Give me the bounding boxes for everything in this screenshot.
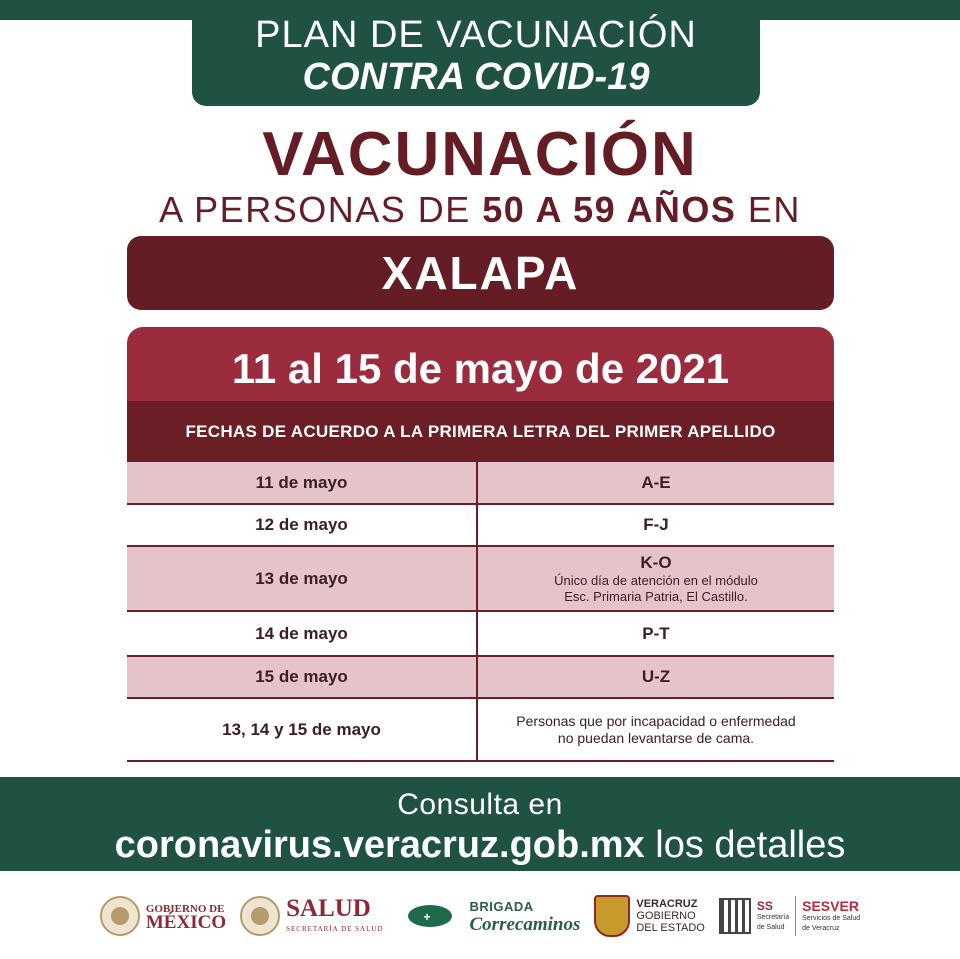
table-row (127, 657, 834, 699)
sesver-label: SESVER (802, 897, 859, 914)
logo-divider (795, 896, 796, 936)
row-letters: U-Z (641, 667, 671, 686)
row-date: 12 de mayo (127, 505, 478, 545)
table-row (127, 547, 834, 612)
logo-gobierno-mexico (100, 896, 226, 936)
sesver-veracruz-label: de Veracruz (802, 924, 840, 932)
subtitle-suffix: EN (736, 189, 801, 230)
building-icon (719, 898, 751, 934)
logo-brigada-correcaminos (398, 898, 581, 934)
row-date: 14 de mayo (127, 612, 478, 655)
roadrunner-icon: + (398, 901, 464, 931)
row-note-line2: Esc. Primaria Patria, El Castillo. (564, 588, 748, 604)
header-line1: PLAN DE VACUNACIÓN (255, 14, 697, 56)
footer-band (0, 777, 960, 871)
gobierno-label: GOBIERNO DE (145, 903, 225, 915)
row-date: 13 de mayo (127, 547, 478, 610)
salud-label: SALUD (286, 895, 371, 922)
brigada-label: BRIGADA (469, 899, 534, 914)
logo-veracruz (594, 895, 704, 937)
eagle-seal-icon (240, 896, 280, 936)
row-date: 15 de mayo (127, 657, 478, 697)
footer-url-suffix: los detalles (644, 824, 846, 866)
gobierno-estado-label-2: DEL ESTADO (636, 922, 705, 934)
page-subtitle (0, 190, 960, 230)
city-banner: XALAPA (127, 236, 834, 310)
veracruz-shield-icon (594, 895, 630, 937)
logo-ss-sesver (719, 896, 860, 936)
row-note-line2: no puedan levantarse de cama. (557, 729, 755, 746)
row-letters: P-T (642, 623, 670, 643)
mexico-label: MÉXICO (145, 912, 227, 933)
row-date: 11 de mayo (127, 462, 478, 503)
row-note-line1: Único día de atención en el módulo (554, 572, 758, 588)
subtitle-prefix: A PERSONAS DE (159, 189, 483, 230)
ss-salud-label: de Salud (756, 923, 785, 931)
table-row (127, 505, 834, 547)
footer-consult-text: Consulta en (397, 788, 563, 821)
sesver-servicios-label: Servicios de Salud (802, 914, 861, 922)
row-note-line1: Personas que por incapacidad o enfermedad (516, 712, 796, 729)
row-date: 13, 14 y 15 de mayo (127, 699, 478, 760)
ss-label: SS (756, 898, 773, 913)
row-note (478, 699, 834, 760)
secretaria-salud-label: SECRETARÍA DE SALUD (286, 925, 384, 933)
row-letters: A-E (641, 472, 671, 492)
table-row (127, 462, 834, 505)
footer-url-line (0, 823, 960, 867)
ss-secretaria-label: Secretaría (756, 913, 790, 921)
rule-heading: FECHAS DE ACUERDO A LA PRIMERA LETRA DEL PRIMER APELLIDO (127, 401, 834, 462)
veracruz-label: VERACRUZ (636, 898, 698, 910)
date-range-heading: 11 al 15 de mayo de 2021 (127, 327, 834, 401)
row-letters: K-O (640, 552, 672, 572)
eagle-seal-icon (100, 896, 140, 936)
schedule-table (127, 327, 834, 762)
header-tab (192, 0, 760, 106)
subtitle-age-range: 50 A 59 AÑOS (482, 189, 737, 230)
footer-url-link[interactable]: coronavirus.veracruz.gob.mx (114, 824, 645, 866)
row-letters-with-note (478, 547, 834, 610)
correcaminos-label: Correcaminos (469, 914, 581, 935)
table-row (127, 699, 834, 762)
gobierno-estado-label-1: GOBIERNO (636, 910, 696, 922)
page-title: VACUNACIÓN (262, 120, 698, 189)
table-row (127, 612, 834, 657)
logos-strip (0, 880, 960, 952)
row-letters: F-J (643, 515, 669, 534)
logo-salud (240, 896, 383, 936)
header-line2: CONTRA COVID-19 (302, 56, 650, 98)
